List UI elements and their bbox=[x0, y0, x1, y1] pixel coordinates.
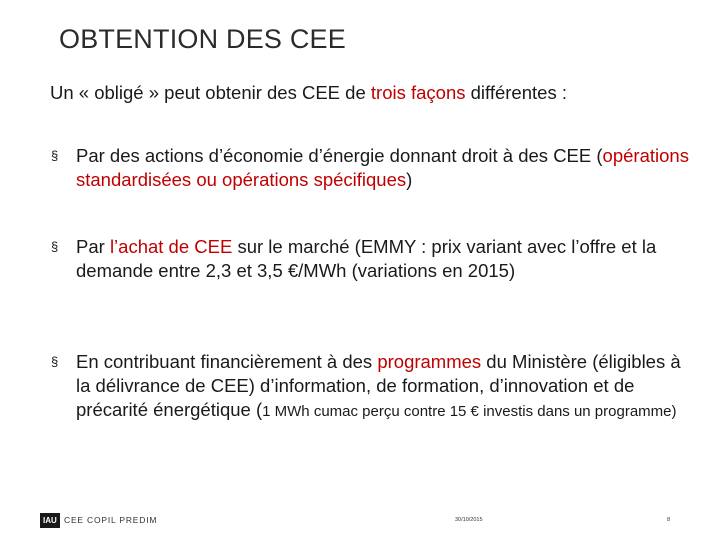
bullet-text-part: du Ministère (éligibles à la délivrance de CEE) d’information, de formation, d’innovation et de précarité énergétique ( bbox=[76, 351, 681, 420]
bullet-text bbox=[76, 235, 691, 283]
bullet-text-part: ) bbox=[406, 169, 413, 190]
iau-logo: IAU bbox=[40, 513, 60, 528]
bullet-marker-icon: § bbox=[51, 239, 59, 254]
bullet-item bbox=[51, 350, 691, 424]
intro-after: différentes : bbox=[465, 82, 567, 103]
page-number: 8 bbox=[667, 517, 671, 523]
footer-label: CEE COPIL PREDIM bbox=[64, 515, 158, 525]
bullet-marker-icon: § bbox=[51, 354, 59, 369]
bullet-highlight: l’achat de CEE bbox=[109, 236, 233, 257]
bullet-highlight: opérations standardisées ou opérations spécifiques bbox=[76, 145, 689, 190]
bullet-text-part: sur le marché (EMMY : prix variant avec l’offre et la demande entre 2,3 et 3,5 €/MWh (variations en 2015) bbox=[76, 236, 657, 281]
bullet-highlight: programmes bbox=[377, 351, 482, 372]
bullet-text bbox=[76, 144, 691, 192]
intro-before: Un « obligé » peut obtenir des CEE de bbox=[50, 82, 371, 103]
intro-highlight: trois façons bbox=[370, 82, 466, 103]
bullet-text-part: En contribuant financièrement à des bbox=[76, 351, 378, 372]
intro-text bbox=[50, 82, 567, 104]
bullet-item bbox=[51, 235, 691, 283]
bullet-text bbox=[76, 350, 691, 424]
footer bbox=[0, 513, 720, 529]
slide-title: OBTENTION DES CEE bbox=[59, 24, 346, 54]
bullet-text-part: Par bbox=[76, 236, 110, 257]
bullet-item bbox=[51, 144, 691, 192]
bullet-marker-icon: § bbox=[51, 148, 59, 163]
bullet-small-text: 1 MWh cumac perçu contre 15 € investis dans un programme) bbox=[262, 403, 677, 420]
bullet-text-part: Par des actions d’économie d’énergie donnant droit à des CEE ( bbox=[76, 145, 603, 166]
footer-date: 30/10/2015 bbox=[455, 517, 483, 523]
